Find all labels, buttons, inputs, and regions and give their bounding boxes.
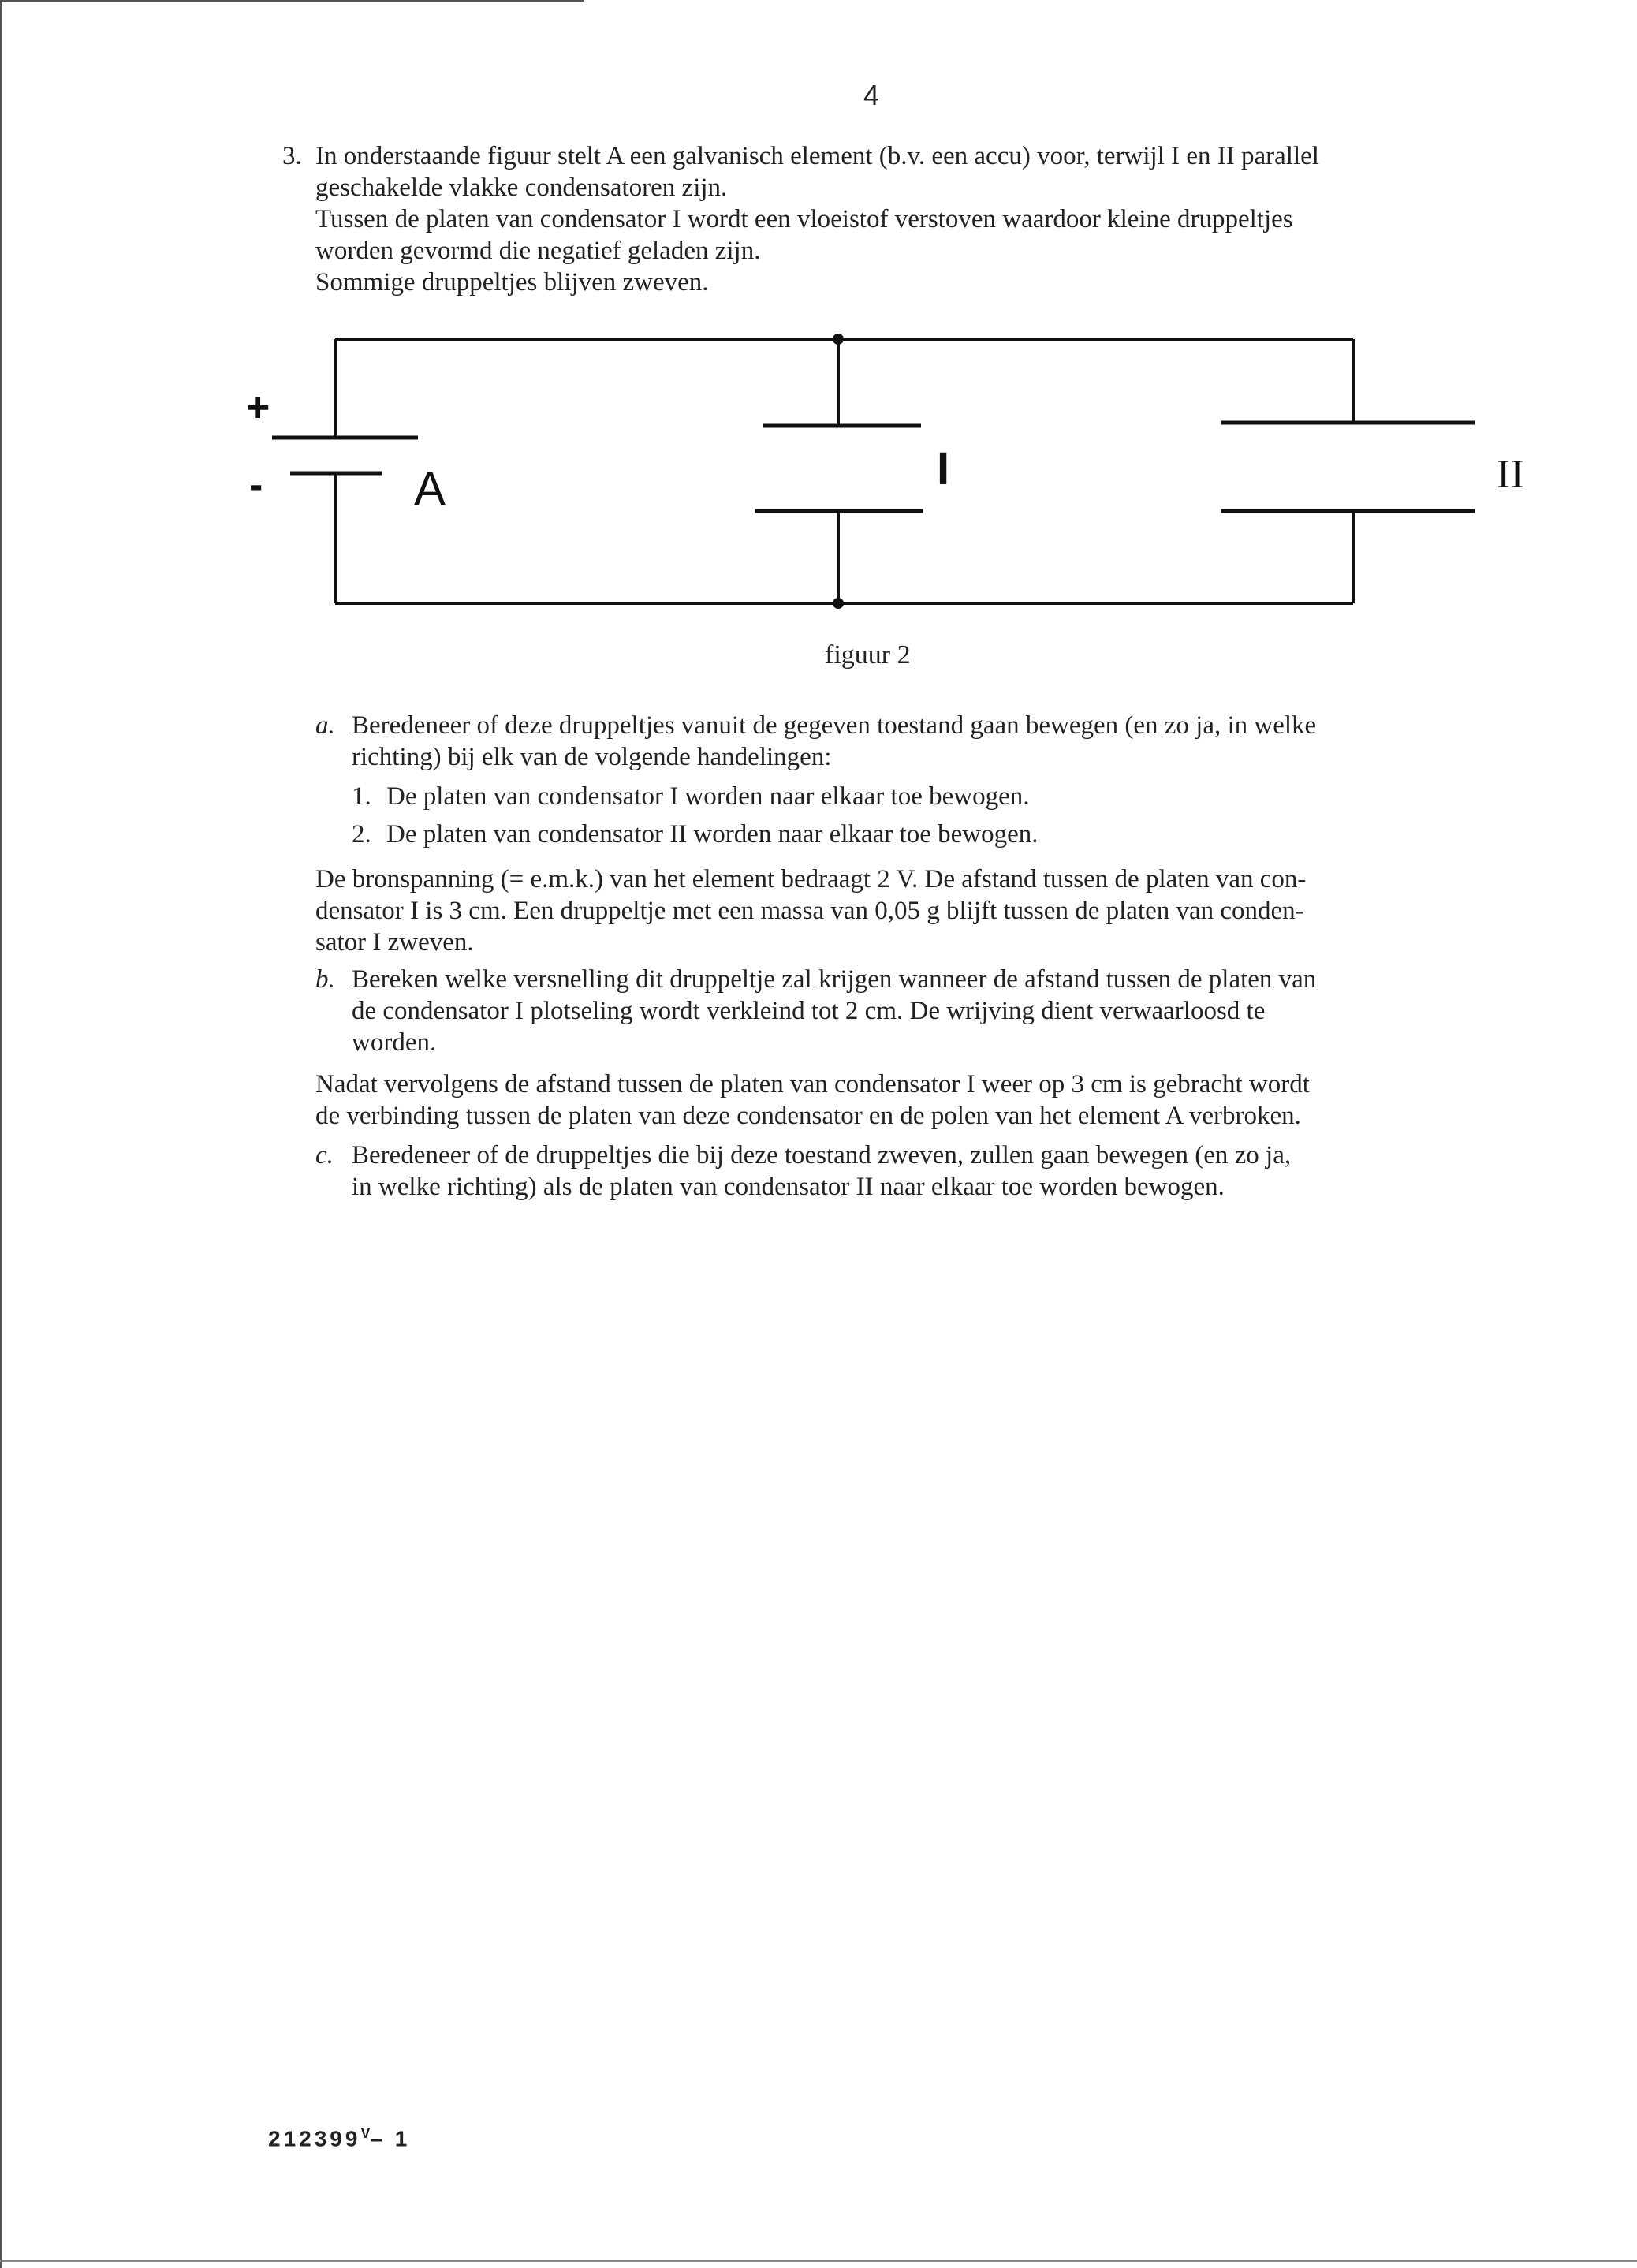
circuit-diagram <box>0 0 1637 694</box>
page-number: 4 <box>863 79 880 111</box>
junction-dot-top <box>833 334 844 345</box>
footer-code-superscript: V <box>360 2125 371 2141</box>
intro-line-2: geschakelde vlakke condensatoren zijn. <box>315 173 728 202</box>
label-a: A <box>414 462 446 515</box>
footer-code <box>268 2125 410 2151</box>
part-c-letter: c. <box>315 1141 334 1169</box>
label-ii: II <box>1497 452 1524 497</box>
part-a-line-2: richting) bij elk van de volgende handelingen: <box>352 743 832 771</box>
junction-dot-bottom <box>833 598 844 609</box>
info-1-line-1: De bronspanning (= e.m.k.) van het element bedraagt 2 V. De afstand tussen de platen van con- <box>315 865 1307 893</box>
question-number: 3. <box>282 142 302 170</box>
figure-caption: figuur 2 <box>825 640 911 670</box>
part-b-line-3: worden. <box>352 1028 437 1057</box>
intro-line-4: worden gevormd die negatief geladen zijn. <box>315 237 761 265</box>
part-a-item-1-text: De platen van condensator I worden naar elkaar toe bewogen. <box>386 782 1030 811</box>
plus-sign: + <box>246 385 270 431</box>
part-b-line-1: Bereken welke versnelling dit druppeltje zal krijgen wanneer de afstand tussen de platen van <box>352 965 1317 994</box>
info-2-line-1: Nadat vervolgens de afstand tussen de platen van condensator I weer op 3 cm is gebracht wordt <box>315 1070 1310 1099</box>
part-a-item-2-text: De platen van condensator II worden naar elkaar toe bewogen. <box>386 820 1039 849</box>
part-b-line-2: de condensator I plotseling wordt verkleind tot 2 cm. De wrijving dient verwaarloosd te <box>352 997 1266 1025</box>
intro-line-1: In onderstaande figuur stelt A een galvanisch element (b.v. een accu) voor, terwijl I en II parallel <box>315 142 1319 170</box>
part-a-letter: a. <box>315 711 335 740</box>
minus-sign: - <box>249 462 263 508</box>
scan-edge-bottom <box>0 2260 1637 2262</box>
component-plates <box>272 423 1475 511</box>
info-1-line-2: densator I is 3 cm. Een druppeltje met een massa van 0,05 g blijft tussen de platen van conden- <box>315 897 1304 925</box>
part-a-item-1-num: 1. <box>352 782 371 811</box>
footer-code-suffix: – 1 <box>370 2126 411 2151</box>
info-1-line-3: sator I zweven. <box>315 928 474 957</box>
info-2-line-2: de verbinding tussen de platen van deze condensator en de polen van het element A verbroken. <box>315 1102 1301 1130</box>
part-c-line-2: in welke richting) als de platen van condensator II naar elkaar toe worden bewogen. <box>352 1173 1225 1201</box>
intro-line-5: Sommige druppeltjes blijven zweven. <box>315 268 709 297</box>
part-a-line-1: Beredeneer of deze druppeltjes vanuit de gegeven toestand gaan bewegen (en zo ja, in welke <box>352 711 1317 740</box>
intro-line-3: Tussen de platen van condensator I wordt een vloeistof verstoven waardoor kleine druppeltjes <box>315 205 1293 233</box>
label-i: I <box>937 443 950 494</box>
part-b-letter: b. <box>315 965 335 994</box>
footer-code-number: 212399 <box>268 2126 361 2151</box>
part-c-line-1: Beredeneer of de druppeltjes die bij deze toestand zweven, zullen gaan bewegen (en zo ja, <box>352 1141 1292 1169</box>
part-a-item-2-num: 2. <box>352 820 371 849</box>
circuit-wires <box>335 339 1353 603</box>
